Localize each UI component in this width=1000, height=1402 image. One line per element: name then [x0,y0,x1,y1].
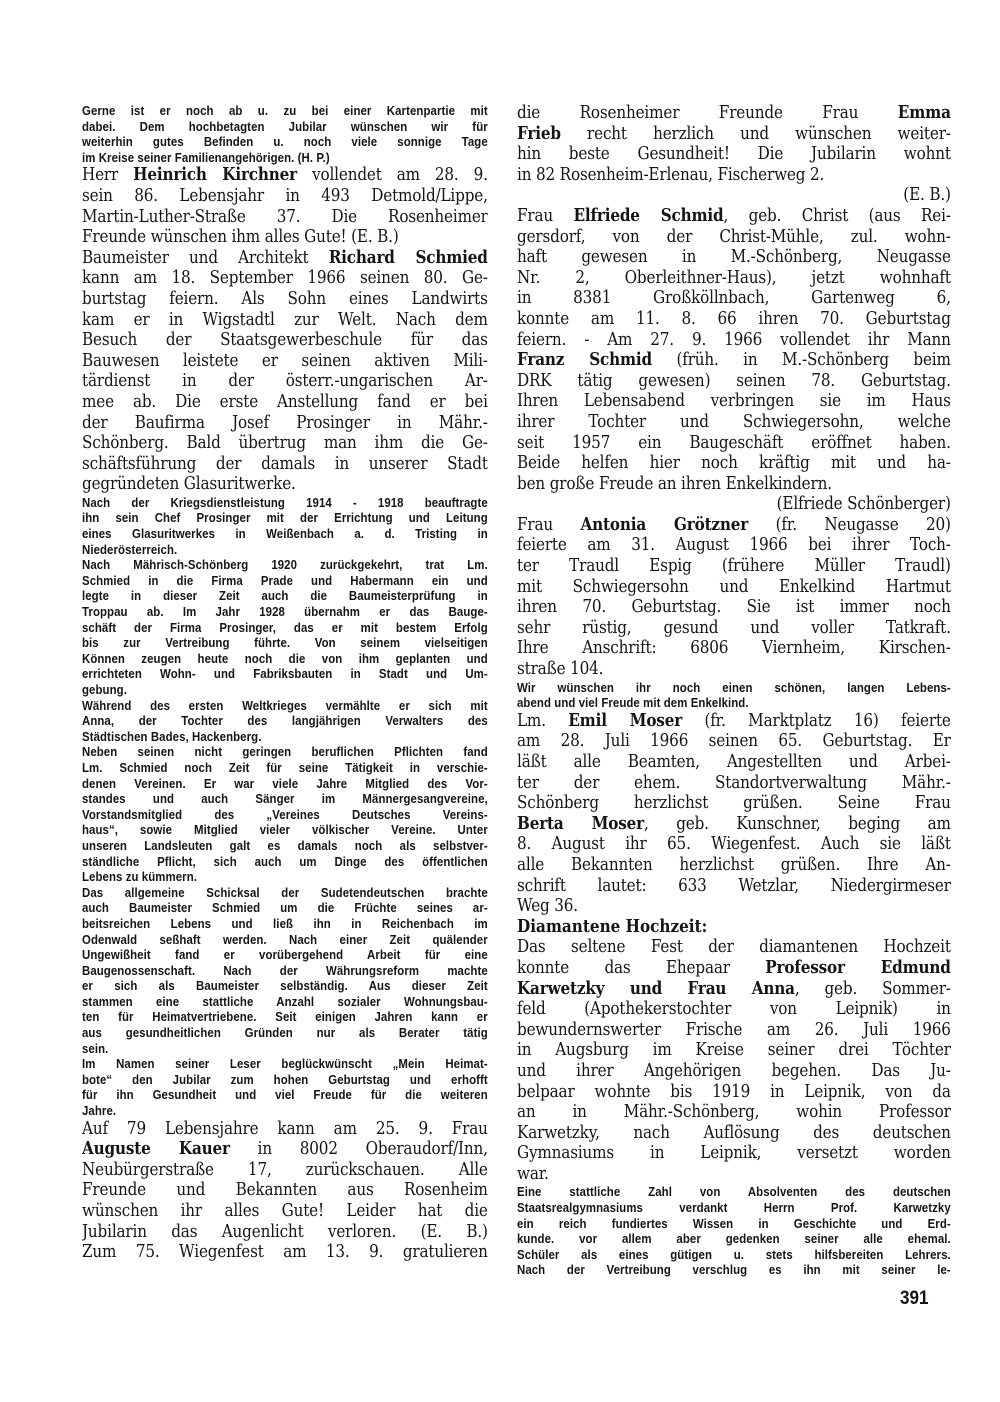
text-line: Nr. 2, Oberleithner-Haus), jetzt wohnhaft [517,267,951,288]
text-line: Schmied in die Firma Prade und Habermann ein und [82,572,488,588]
text-line: wünschen ihr alles Gute! Leider hat die [82,1201,488,1221]
text-line: Odenwald seßhaft werden. Nach einer Zeit quälender [82,931,488,947]
text-line: in Augsburg im Kreise seiner drei Töchter [517,1040,951,1061]
text-line: mee ab. Die erste Anstellung fand er bei [82,391,488,412]
text-line: Beide helfen hier noch kräftig mit und ha- [517,453,951,474]
text-line: schäft der Firma Prosinger, das er mit bestem Erfolg [82,619,488,635]
text-line: ständliche Pflicht, sich auch um Dinge des öffentlichen [82,853,488,869]
text-line: Schönberg herzlichst grüßen. Seine Frau [517,793,951,814]
text-line: Städtischen Bades, Hackenberg. [82,728,262,744]
text-line [82,248,488,269]
text-line: Nach der Vertreibung verschlug es ihn mit seiner le- [517,1262,951,1278]
text-line: Zum 75. Wiegenfest am 13. 9. gratulieren [82,1242,488,1263]
text-line: weiterhin gutes Befinden u. noch viele sonnige Tage [82,134,488,150]
text-segment: , geb. Kunschner, beging am [643,813,951,834]
text-line [82,1139,488,1160]
text-line: haft gewesen in M.-Schönberg, Neugasse [517,247,951,268]
left-column [82,103,488,1263]
paragraph [82,248,488,495]
text-line: Lebens zu kümmern. [82,869,198,885]
text-line: Staatsrealgymnasiums verdankt Herrn Prof. Karwetzky [517,1200,951,1216]
text-line: läßt alle Beamten, Angestellten und Arbei- [517,752,951,772]
text-line: gegründeten Glasuritwerke. [82,474,296,495]
section-heading: Diamantene Hochzeit: [517,916,708,937]
text-line: ten für Heimatvertriebene. Seit einigen Jahren kann er [82,1009,488,1025]
text-line: Nach Mährisch-Schönberg 1920 zurückgekehrt, trat Lm. [82,557,488,573]
text-segment: , geb. Sommer- [794,978,951,999]
text-line: Wir wünschen ihr noch einen schönen, langen Lebens- [517,679,951,695]
right-column [517,103,951,1278]
text-line: Troppau ab. Im Jahr 1928 übernahm er das Bauge- [82,604,488,620]
bold-name: Richard Schmied [328,247,488,268]
text-line: mit Schwiegersohn und Enkelkind Hartmut [517,576,951,597]
text-line: Eine stattliche Zahl von Absolventen des deutschen [517,1184,951,1200]
text-line: und ihrer Angehörigen begehen. Das Ju- [517,1060,951,1081]
text-line: aus gesundheitlichen Gründen nur als Berater tätig [82,1025,488,1041]
text-segment: Lm. [517,710,569,731]
paragraph [517,917,951,938]
bold-name: Emma [897,103,951,123]
text-segment: (fr. Marktplatz 16) feierte [682,710,951,731]
paragraph [82,698,488,745]
text-line: Anna, der Tochter des langjährigen Verwalters des [82,713,488,729]
text-line: Weg 36. [517,896,578,917]
bold-name: Heinrich Kirchner [133,165,298,186]
paragraph [82,103,488,165]
text-line: beitsreichen Lebens und ließ ihn in Reichenbach im [82,915,488,931]
text-segment: in 8002 Oberaudorf/Inn, [229,1139,488,1160]
text-line: errichteten Wohn- und Fabriksbauten in Stadt und Um- [82,666,488,682]
paragraph [517,680,951,711]
text-line: Ihre Anschrift: 6806 Viernheim, Kirschen- [517,638,951,659]
text-line: Martin-Luther-Straße 37. Die Rosenheimer [82,206,488,227]
text-line: ter der ehem. Standortverwaltung Mähr.- [517,772,951,793]
bold-name: Berta Moser [517,813,644,834]
text-line: Besuch der Staatsgewerbeschule für das [82,330,488,351]
paragraph [517,206,951,515]
paragraph [82,165,488,247]
text-line: Baugenossenschaft. Nach der Währungsreform machte [82,962,488,978]
text-line: Nach der Kriegsdienstleistung 1914 - 1918 beauftragte [82,494,488,510]
text-line: 8. August ihr 65. Wiegenfest. Auch sie läßt [517,834,951,855]
text-segment: Frau [517,205,574,226]
text-line: DRK tätig gewesen) seinen 78. Geburtstag. [517,370,951,391]
text-segment: vollendet am 28. 9. [297,165,488,186]
text-line: Ihren Lebensabend verbringen sie im Haus [517,391,951,412]
text-line: belpaar wohnte bis 1919 in Leipnik, von da [517,1081,951,1102]
paragraph [82,885,488,1057]
text-line: ein reich fundiertes Wissen in Geschichte und Erd- [517,1215,951,1231]
text-line: für ihn Gesundheit und viel Freude für die weiteren [82,1087,488,1103]
text-segment: recht herzlich und wünschen weiter- [560,123,951,144]
text-line: unseren Landsleuten galt es damals noch als selbstver- [82,837,488,853]
text-line: alle Bekannten herzlichst grüßen. Ihre An- [517,854,951,875]
text-line: denen Vereinen. Er war viele Jahre Mitglied des Vor- [82,775,488,791]
text-line: Das allgemeine Schicksal der Sudetendeutschen brachte [82,884,488,900]
text-segment: (fr. Neugasse 20) [748,514,951,535]
text-line: Jubilarin das Augenlicht verloren. (E. B.) [82,1221,488,1242]
paragraph [517,103,951,206]
signature: (E. B.) [903,185,951,206]
text-line: abend und viel Freude mit dem Enkelkind. [517,695,749,711]
text-line: seit 1957 ein Baugeschäft eröffnet haben. [517,432,951,453]
text-line: Schönberg. Bald übertrug man ihm die Ge- [82,433,488,454]
text-segment: Frau [517,514,581,535]
text-line: bewundernswerter Frische am 26. Juli 1966 [517,1019,951,1040]
text-line [517,515,951,536]
text-line: sein. [82,1040,109,1056]
text-line: tärdienst in der österr.-ungarischen Ar- [82,371,488,392]
bold-name: Antonia Grötzner [580,514,749,535]
text-line: stammen eine stattliche Anzahl sozialer Wohnungsbau- [82,993,488,1009]
paragraph [82,1056,488,1118]
text-line: schäftsführung der damals in unserer Stadt [82,453,488,474]
text-line: feiern. - Am 27. 9. 1966 vollendet ihr Mann [517,329,951,350]
text-line: hin beste Gesundheit! Die Jubilarin wohnt [517,144,951,165]
text-segment: , geb. Christ (aus Rei- [723,205,951,226]
bold-name: Frieb [517,123,561,144]
text-line: am 28. Juli 1966 seinen 65. Geburtstag. Er [517,731,951,752]
text-line: Gerne ist er noch ab u. zu bei einer Kartenpartie mit [82,103,488,118]
text-line: Freunde wünschen ihm alles Gute! (E. B.) [82,227,399,248]
text-line: ihn sein Chef Prosinger mit der Errichtung und Leitung [82,510,488,526]
paragraph [82,495,488,557]
text-line: Im Namen seiner Leser beglückwünscht „Mein Heimat- [82,1056,488,1072]
text-line [517,814,951,835]
text-line: feierte am 31. August 1966 bei ihrer Toch- [517,535,951,556]
text-line: auch Baumeister Schmied um die Früchte seines ar- [82,900,488,916]
text-line: gebung. [82,682,127,697]
text-line: Niederösterreich. [82,541,178,557]
text-line: bote“ den Jubilar zum hohen Geburtstag und erhofft [82,1071,488,1087]
text-line: Freunde und Bekannten aus Rosenheim [82,1180,488,1201]
text-line: kam er in Wigstadtl zur Welt. Nach dem [82,309,488,330]
text-line: schrift lautet: 633 Wetzlar, Niedergirmeser [517,875,951,896]
signature: (Elfriede Schönberger) [776,494,951,515]
text-line: bis zur Vertreibung führte. Von seinem vielseitigen [82,635,488,651]
bold-name: Elfriede Schmid [573,205,724,226]
text-line: legte in dieser Zeit auch die Baumeisterprüfung in [82,588,488,604]
bold-name: Franz Schmid [517,350,652,371]
text-line: sein 86. Lebensjahr in 493 Detmold/Lippe, [82,185,488,206]
text-line: ihren 70. Geburtstag. Sie ist immer noch [517,597,951,618]
paragraph [82,1119,488,1263]
text-segment: (früh. in M.-Schönberg beim [651,350,951,371]
paragraph [517,711,951,917]
text-line: Jahre. [82,1103,117,1119]
paragraph [517,937,951,1184]
bold-name: Auguste Kauer [82,1139,230,1160]
text-line: ter Traudl Espig (frühere Müller Traudl) [517,556,951,577]
text-line: Das seltene Fest der diamantenen Hochzeit [517,937,951,958]
text-segment: konnte das Ehepaar [517,957,766,978]
text-line [517,979,951,1000]
text-line: der Baufirma Josef Prosinger in Mähr.- [82,412,488,433]
text-line: Ungewißheit fand er vorübergehend Arbeit für eine [82,947,488,963]
text-line: Karwetzky, nach Auflösung des deutschen [517,1122,951,1143]
text-line: in 82 Rosenheim-Erlenau, Fischerweg 2. [517,164,825,185]
text-line: feld (Apothekerstochter von Leipnik) in [517,999,951,1020]
text-line [517,958,951,979]
text-line: Auf 79 Lebensjahre kann am 25. 9. Frau [82,1118,488,1139]
text-line: war. [517,1163,549,1184]
text-line: er sich als Baumeister selbständig. Aus dieser Zeit [82,978,488,994]
text-line: ihrer Tochter und Schwiegersohn, welche [517,411,951,432]
bold-name: Professor Edmund [765,957,951,978]
text-line: Während des ersten Weltkrieges vermählte er sich mit [82,697,488,713]
text-line: burtstag feiern. Als Sohn eines Landwirts [82,288,488,309]
text-segment: die Rosenheimer Freunde Frau [517,103,898,123]
text-line: an in Mähr.-Schönberg, wohin Professor [517,1102,951,1123]
text-line: straße 104. [517,659,604,680]
bold-name: Karwetzky und Frau Anna [517,978,795,999]
paragraph [517,515,951,680]
text-line: im Kreise seiner Familienangehörigen. (H. P.) [82,149,330,165]
text-line [517,350,951,371]
text-line: haus“, sowie Mitglied vieler völkischer Vereine. Unter [82,822,488,838]
text-line [517,124,951,145]
text-line [517,103,951,124]
text-line: in 8381 Großköllnbach, Gartenweg 6, [517,288,951,309]
text-line [517,711,951,732]
bold-name: Emil Moser [568,710,683,731]
text-segment: Herr [82,165,134,186]
paragraph [517,1184,951,1278]
text-line: Gymnasiums in Leipnik, versetzt worden [517,1143,951,1164]
text-line: kunde. vor allem aber gedenken seiner alle ehemal. [517,1231,951,1247]
text-line: Neubürgerstraße 17, zurückschauen. Alle [82,1159,488,1180]
text-line: ben große Freude an ihren Enkelkindern. [517,473,832,494]
text-segment: Baumeister und Architekt [82,247,329,268]
page-number: 391 [900,1288,929,1309]
text-line: konnte am 11. 8. 66 ihren 70. Geburtstag [517,308,951,329]
text-line: dabei. Dem hochbetagten Jubilar wünschen wir für [82,118,488,134]
text-line: Vorstandsmitglied des „Vereines Deutsches Vereins- [82,806,488,822]
text-line [82,165,488,186]
text-line [517,206,951,227]
paragraph [82,744,488,884]
text-line: Können zeugen heute noch die von ihm geplanten und [82,650,488,666]
text-line: Lm. Schmied noch Zeit für seine Tätigkeit in verschie- [82,759,488,775]
text-line: Bauwesen leistete er seinen aktiven Mili- [82,350,488,371]
text-line: kann am 18. September 1966 seinen 80. Ge- [82,268,488,289]
text-line: standes und auch Sänger im Männergesangvereine, [82,791,488,807]
text-line: gersdorf, von der Christ-Mühle, zul. wohn- [517,226,951,247]
paragraph [82,557,488,697]
text-line: eines Glasuritwerkes in Weißenbach a. d. Tristing in [82,526,488,542]
text-line: Neben seinen nicht geringen beruflichen Pflichten fand [82,744,488,760]
text-line: sehr rüstig, gesund und voller Tatkraft. [517,617,951,638]
text-line: Schüler als eines gütigen u. stets hilfsbereiten Lehrers. [517,1246,951,1262]
